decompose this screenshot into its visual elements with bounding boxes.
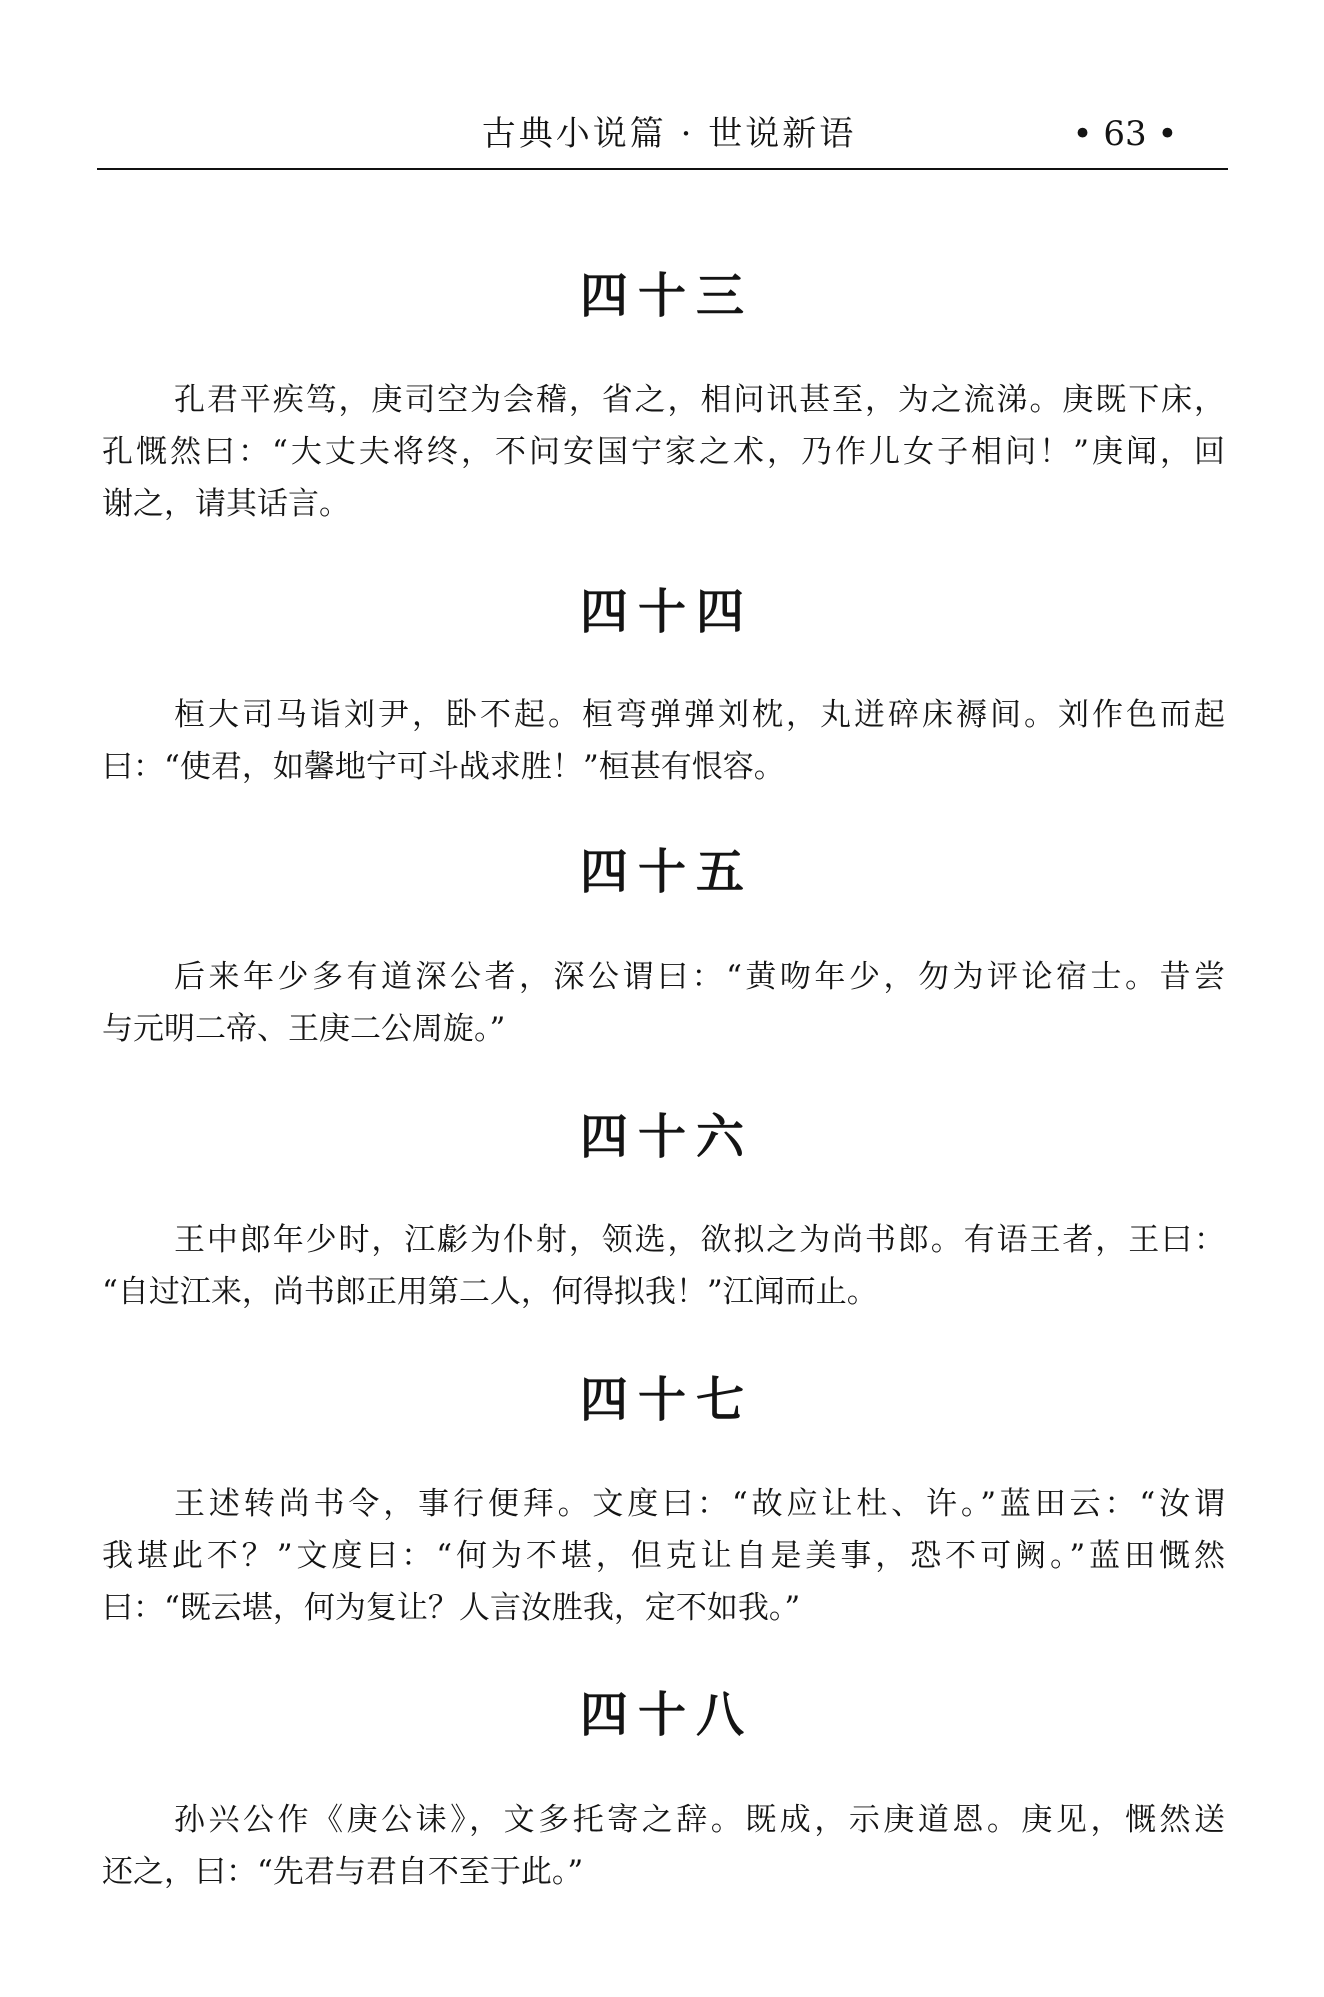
paragraph-line: 孔慨然曰：“大丈夫将终，不问安国宁家之术，乃作儿女子相问！”庚闻，回	[102, 434, 1225, 470]
paragraph-line: 我堪此不？”文度曰：“何为不堪，但克让自是美事，恐不可阙。”蓝田慨然	[102, 1538, 1225, 1574]
paragraph-line: 王中郎年少时，江虨为仆射，领选，欲拟之为尚书郎。有语王者，王曰：	[174, 1222, 1225, 1258]
paragraph-line: 孙兴公作《庚公诔》，文多托寄之辞。既成，示庚道恩。庚见，慨然送	[174, 1802, 1225, 1838]
section-title: 四十八	[579, 1687, 754, 1743]
section-title: 四十六	[579, 1109, 754, 1165]
paragraph	[102, 1794, 1225, 1898]
paragraph-line: 王述转尚书令，事行便拜。文度曰：“故应让杜、许。”蓝田云：“汝谓	[174, 1486, 1225, 1522]
section-title: 四十三	[579, 268, 754, 324]
running-header-title: 古典小说篇 · 世说新语	[481, 114, 857, 154]
section-title: 四十七	[579, 1372, 754, 1428]
section-title: 四十四	[579, 584, 754, 640]
page-number: • 63 •	[1072, 114, 1178, 154]
paragraph	[102, 1478, 1225, 1634]
paragraph	[102, 951, 1225, 1055]
paragraph-line: 桓大司马诣刘尹，卧不起。桓弯弹弹刘枕，丸迸碎床褥间。刘作色而起	[174, 697, 1225, 733]
paragraph	[102, 374, 1225, 530]
paragraph-line: 与元明二帝、王庚二公周旋。”	[102, 1011, 506, 1047]
paragraph-line: “自过江来，尚书郎正用第二人，何得拟我！”江闻而止。	[102, 1274, 878, 1310]
paragraph-line: 后来年少多有道深公者，深公谓曰：“黄吻年少，勿为评论宿士。昔尝	[174, 959, 1225, 995]
paragraph-line: 曰：“使君，如馨地宁可斗战求胜！”桓甚有恨容。	[102, 749, 785, 785]
section-title: 四十五	[579, 844, 754, 900]
paragraph-line: 还之，曰：“先君与君自不至于此。”	[102, 1854, 584, 1890]
paragraph-line: 曰：“既云堪，何为复让？人言汝胜我，定不如我。”	[102, 1590, 801, 1626]
paragraph-line: 谢之，请其话言。	[102, 486, 350, 522]
paragraph	[102, 689, 1225, 793]
header-rule	[97, 168, 1228, 170]
paragraph-line: 孔君平疾笃，庚司空为会稽，省之，相问讯甚至，为之流涕。庚既下床，	[174, 382, 1225, 418]
paragraph	[102, 1214, 1225, 1318]
